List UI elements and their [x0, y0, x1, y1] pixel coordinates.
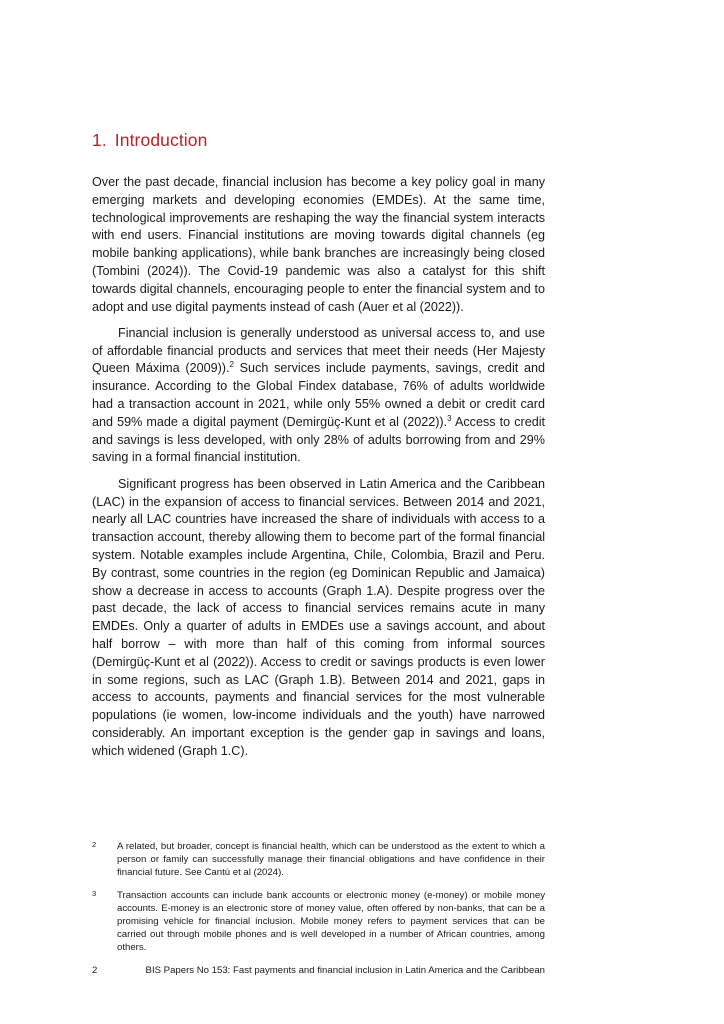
section-number: 1. — [92, 130, 107, 150]
section-heading — [92, 130, 207, 151]
paragraph-2-part-b: Such services include payments, savings, credit and insurance. According to the Global Findex database, 76% of adults worldwide had a transaction account in 2021, while only 55% owned a debit or credit card and 59% made a digital payment (Demirgüç-Kunt et al (2022)). — [92, 361, 545, 429]
page-footer — [92, 965, 545, 976]
paragraph-2-part-c: Access to credit and savings is less developed, with only 28% of adults borrowing from and 29% saving in a formal financial institution. — [92, 414, 545, 465]
footnote-ref-2[interactable]: 2 — [229, 360, 234, 370]
paragraph-2-part-a: Financial inclusion is generally understood as universal access to, and use of affordable financial products and services that meet their needs (Her Majesty Queen Máxima (2009)). — [92, 325, 545, 376]
footnote-mark: 2 — [92, 840, 97, 849]
footnote-text: Transaction accounts can include bank accounts or electronic money (e-money) or mobile money accounts. E-money is an electronic store of money value, often offered by non-banks, that can be a promising vehicle for financial inclusion. Mobile money refers to payment services that can be carried out through mobile phones and is well developed in a number of African countries, among others. — [117, 889, 545, 954]
footnote — [92, 840, 545, 880]
body-text — [92, 174, 545, 769]
footnote-mark: 3 — [92, 888, 97, 898]
footnotes — [92, 840, 545, 964]
footnote-text: A related, but broader, concept is financial health, which can be understood as the extent to which a person or family can successfully manage their financial obligations and have confidence in their financial future. See Cantú et al (2024). — [117, 841, 545, 879]
paragraph-2 — [92, 325, 545, 467]
page-number: 2 — [92, 965, 98, 976]
paragraph-3: Significant progress has been observed in Latin America and the Caribbean (LAC) in the expansion of access to financial services. Between 2014 and 2021, nearly all LAC countries have increased the share of individuals with access to a transaction account, thereby allowing them to become part of the formal financial system. Notable examples include Argentina, Chile, Colombia, Brazil and Peru. By contrast, some countries in the region (eg Dominican Republic and Jamaica) show a decrease in access to accounts (Graph 1.A). Despite progress over the past decade, the lack of access to financial services remains acute in many EMDEs. Only a quarter of adults in EMDEs use a savings account, and about half borrow – with more than half of this coming from informal sources (Demirgüç-Kunt et al (2022)). Access to credit or savings products is even lower in some regions, such as LAC (Graph 1.B). Between 2014 and 2021, gaps in access to accounts, payments and financial services for the most vulnerable populations (ie women, low-income individuals and the youth) have narrowed considerably. An important exception is the gender gap in savings and loans, which widened (Graph 1.C). — [92, 476, 545, 758]
section-title: Introduction — [114, 130, 208, 150]
paragraph-1: Over the past decade, financial inclusion has become a key policy goal in many emerging markets and developing economies (EMDEs). At the same time, technological improvements are reshaping the way the financial system interacts with end users. Financial institutions are moving towards digital channels (eg mobile banking applications), while bank branches are increasingly being closed (Tombini (2024)). The Covid-19 pandemic was also a catalyst for this shift towards digital channels, encouraging people to enter the financial system and to adopt and use digital payments instead of cash (Auer et al (2022)). — [92, 175, 545, 314]
footnote — [92, 889, 545, 955]
footnote-ref-3[interactable]: 3 — [447, 413, 452, 423]
running-title: BIS Papers No 153: Fast payments and financial inclusion in Latin America and the Caribbean — [145, 965, 545, 976]
